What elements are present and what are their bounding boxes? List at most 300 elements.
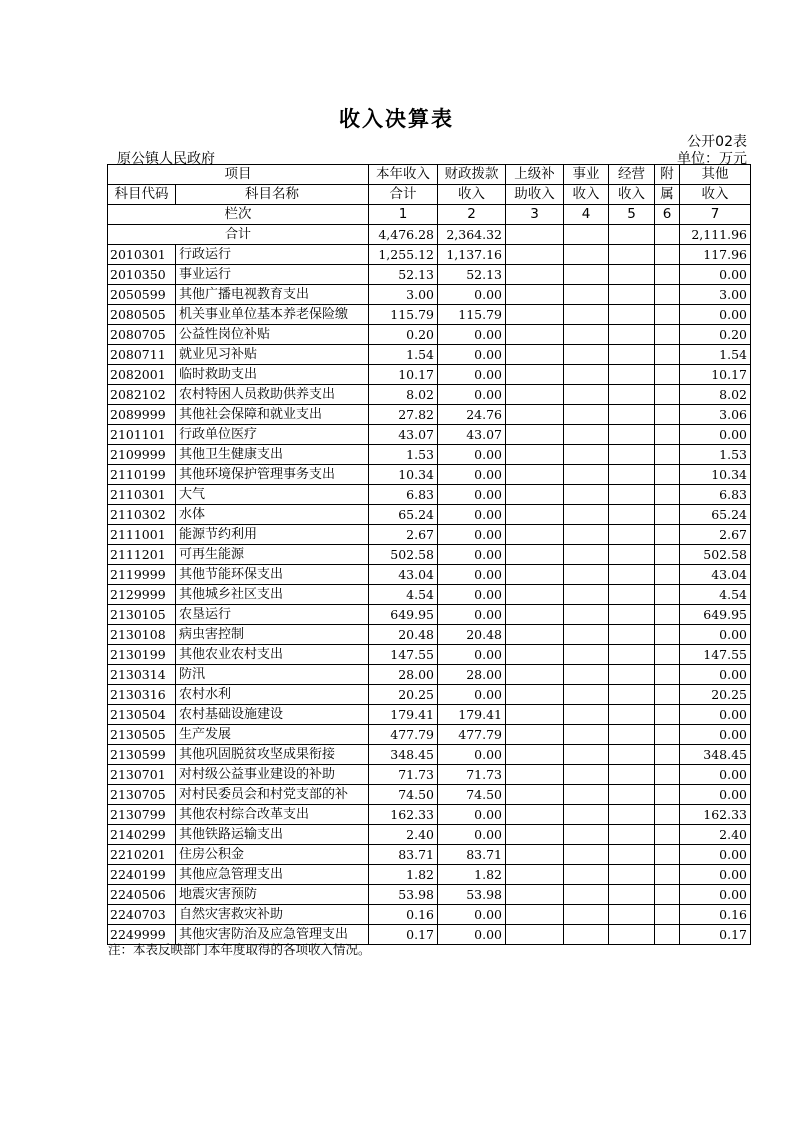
row-name: 地震灾害预防 [176,885,369,905]
row-name: 其他灾害防治及应急管理支出 [176,925,369,945]
row-name: 就业见习补贴 [176,345,369,365]
row-biz [564,385,609,405]
total-other: 2,111.96 [680,225,751,245]
row-biz [564,505,609,525]
row-name: 行政单位医疗 [176,425,369,445]
total-sup [506,225,564,245]
row-sup [506,285,564,305]
row-other: 65.24 [680,505,751,525]
row-aff [655,725,680,745]
row-total: 52.13 [369,265,438,285]
row-biz [564,405,609,425]
table-row [108,865,751,885]
row-sup [506,825,564,845]
row-fiscal: 0.00 [438,545,506,565]
row-total: 1.82 [369,865,438,885]
row-aff [655,925,680,945]
row-sup [506,665,564,685]
row-other: 0.20 [680,325,751,345]
row-biz [564,245,609,265]
row-biz [564,805,609,825]
row-code: 2111001 [108,525,176,545]
row-code: 2130504 [108,705,176,725]
row-other: 2.40 [680,825,751,845]
header-item: 项目 [108,165,369,185]
row-fiscal: 0.00 [438,925,506,945]
row-aff [655,265,680,285]
form-number: 公开02表 [687,134,747,150]
row-aff [655,905,680,925]
row-aff [655,565,680,585]
row-code: 2129999 [108,585,176,605]
table-row [108,525,751,545]
header-sup-l2: 助收入 [506,185,564,205]
row-total: 74.50 [369,785,438,805]
row-fiscal: 1.82 [438,865,506,885]
row-name: 农村水利 [176,685,369,705]
row-other: 0.16 [680,905,751,925]
row-total: 348.45 [369,745,438,765]
column-number-6: 6 [655,205,680,225]
row-code: 2130105 [108,605,176,625]
row-biz [564,665,609,685]
row-name: 其他城乡社区支出 [176,585,369,605]
row-code: 2119999 [108,565,176,585]
table-row [108,905,751,925]
row-name: 能源节约利用 [176,525,369,545]
total-aff [655,225,680,245]
row-other: 43.04 [680,565,751,585]
row-op [609,665,655,685]
row-aff [655,505,680,525]
row-name: 其他铁路运输支出 [176,825,369,845]
row-sup [506,865,564,885]
table-row [108,305,751,325]
row-total: 147.55 [369,645,438,665]
row-biz [564,345,609,365]
row-code: 2110199 [108,465,176,485]
income-table [107,164,751,945]
row-biz [564,785,609,805]
row-total: 0.17 [369,925,438,945]
row-name: 其他社会保障和就业支出 [176,405,369,425]
row-op [609,905,655,925]
row-code: 2082102 [108,385,176,405]
row-biz [564,725,609,745]
table-row [108,845,751,865]
row-fiscal: 0.00 [438,465,506,485]
row-op [609,585,655,605]
row-biz [564,585,609,605]
row-biz [564,325,609,345]
table-row [108,685,751,705]
row-fiscal: 0.00 [438,365,506,385]
row-aff [655,865,680,885]
row-other: 0.17 [680,925,751,945]
table-row [108,725,751,745]
row-name: 病虫害控制 [176,625,369,645]
row-op [609,485,655,505]
row-total: 0.16 [369,905,438,925]
row-other: 348.45 [680,745,751,765]
row-name: 农垦运行 [176,605,369,625]
row-aff [655,585,680,605]
row-name: 其他广播电视教育支出 [176,285,369,305]
row-biz [564,685,609,705]
row-fiscal: 20.48 [438,625,506,645]
row-code: 2130701 [108,765,176,785]
column-number-7: 7 [680,205,751,225]
row-sup [506,525,564,545]
row-fiscal: 0.00 [438,345,506,365]
row-biz [564,265,609,285]
row-other: 0.00 [680,265,751,285]
row-biz [564,645,609,665]
row-sup [506,885,564,905]
row-total: 162.33 [369,805,438,825]
row-code: 2080505 [108,305,176,325]
table-row [108,265,751,285]
row-aff [655,665,680,685]
row-name: 其他农业农村支出 [176,645,369,665]
row-total: 71.73 [369,765,438,785]
row-code: 2110301 [108,485,176,505]
row-aff [655,245,680,265]
row-other: 0.00 [680,785,751,805]
table-body [108,245,751,945]
row-biz [564,925,609,945]
row-biz [564,285,609,305]
table-row [108,785,751,805]
row-code: 2240199 [108,865,176,885]
row-other: 10.34 [680,465,751,485]
table-row [108,885,751,905]
header-row-2 [108,185,751,205]
table-row [108,745,751,765]
table-row [108,445,751,465]
row-fiscal: 0.00 [438,585,506,605]
table-row [108,665,751,685]
row-fiscal: 0.00 [438,525,506,545]
row-name: 可再生能源 [176,545,369,565]
row-code: 2010350 [108,265,176,285]
row-fiscal: 0.00 [438,505,506,525]
row-code: 2101101 [108,425,176,445]
row-name: 机关事业单位基本养老保险缴 [176,305,369,325]
table-row [108,585,751,605]
row-biz [564,605,609,625]
table-row [108,385,751,405]
table-row [108,325,751,345]
header-aff-l2: 属 [655,185,680,205]
row-total: 8.02 [369,385,438,405]
row-fiscal: 115.79 [438,305,506,325]
row-biz [564,825,609,845]
total-biz [564,225,609,245]
row-name: 对村民委员会和村党支部的补 [176,785,369,805]
header-fiscal-l1: 财政拨款 [438,165,506,185]
row-aff [655,285,680,305]
row-name: 临时救助支出 [176,365,369,385]
row-sup [506,345,564,365]
row-op [609,785,655,805]
row-total: 2.40 [369,825,438,845]
row-other: 117.96 [680,245,751,265]
row-aff [655,405,680,425]
row-code: 2240506 [108,885,176,905]
row-op [609,425,655,445]
row-total: 20.25 [369,685,438,705]
row-fiscal: 0.00 [438,325,506,345]
row-biz [564,365,609,385]
row-sup [506,325,564,345]
row-sup [506,585,564,605]
row-fiscal: 24.76 [438,405,506,425]
row-name: 其他巩固脱贫攻坚成果衔接 [176,745,369,765]
row-total: 43.07 [369,425,438,445]
row-other: 502.58 [680,545,751,565]
row-total: 20.48 [369,625,438,645]
row-op [609,465,655,485]
row-other: 3.06 [680,405,751,425]
row-total: 477.79 [369,725,438,745]
row-code: 2130316 [108,685,176,705]
row-op [609,645,655,665]
total-sum: 4,476.28 [369,225,438,245]
header-biz-l1: 事业 [564,165,609,185]
row-biz [564,625,609,645]
row-fiscal: 83.71 [438,845,506,865]
row-aff [655,845,680,865]
row-aff [655,605,680,625]
row-other: 0.00 [680,305,751,325]
row-fiscal: 0.00 [438,905,506,925]
row-sup [506,425,564,445]
row-name: 其他环境保护管理事务支出 [176,465,369,485]
row-name: 农村特困人员救助供养支出 [176,385,369,405]
row-code: 2210201 [108,845,176,865]
row-fiscal: 71.73 [438,765,506,785]
row-code: 2110302 [108,505,176,525]
row-code: 2109999 [108,445,176,465]
row-op [609,385,655,405]
row-aff [655,765,680,785]
unit-label: 单位：万元 [677,151,747,167]
table-row [108,565,751,585]
row-code: 2140299 [108,825,176,845]
row-code: 2080711 [108,345,176,365]
row-sup [506,845,564,865]
row-sup [506,305,564,325]
row-op [609,765,655,785]
row-op [609,365,655,385]
row-other: 0.00 [680,425,751,445]
row-code: 2010301 [108,245,176,265]
row-op [609,445,655,465]
table-row [108,245,751,265]
row-biz [564,905,609,925]
row-sup [506,485,564,505]
row-name: 公益性岗位补贴 [176,325,369,345]
row-name: 生产发展 [176,725,369,745]
row-code: 2050599 [108,285,176,305]
column-number-1: 1 [369,205,438,225]
row-sup [506,465,564,485]
row-fiscal: 43.07 [438,425,506,445]
total-fiscal: 2,364.32 [438,225,506,245]
row-op [609,845,655,865]
row-biz [564,705,609,725]
row-total: 83.71 [369,845,438,865]
row-other: 0.00 [680,885,751,905]
row-total: 502.58 [369,545,438,565]
row-fiscal: 0.00 [438,745,506,765]
row-fiscal: 53.98 [438,885,506,905]
row-biz [564,425,609,445]
row-op [609,625,655,645]
row-sup [506,925,564,945]
row-fiscal: 0.00 [438,605,506,625]
row-sup [506,765,564,785]
row-fiscal: 0.00 [438,805,506,825]
row-op [609,825,655,845]
row-sup [506,245,564,265]
row-code: 2130199 [108,645,176,665]
row-sup [506,745,564,765]
row-biz [564,525,609,545]
row-fiscal: 0.00 [438,445,506,465]
row-other: 0.00 [680,765,751,785]
row-op [609,705,655,725]
table-row [108,645,751,665]
table-row [108,605,751,625]
row-sup [506,725,564,745]
row-other: 8.02 [680,385,751,405]
row-sup [506,905,564,925]
row-aff [655,465,680,485]
row-biz [564,465,609,485]
row-other: 4.54 [680,585,751,605]
row-op [609,565,655,585]
row-name: 水体 [176,505,369,525]
row-name: 其他农村综合改革支出 [176,805,369,825]
row-other: 0.00 [680,625,751,645]
table-row [108,825,751,845]
row-name: 自然灾害救灾补助 [176,905,369,925]
row-aff [655,705,680,725]
row-sup [506,645,564,665]
header-total-l1: 本年收入 [369,165,438,185]
table-row [108,365,751,385]
row-name: 其他卫生健康支出 [176,445,369,465]
row-biz [564,445,609,465]
total-op [609,225,655,245]
row-aff [655,485,680,505]
row-fiscal: 0.00 [438,685,506,705]
row-aff [655,425,680,445]
row-sup [506,265,564,285]
row-sup [506,785,564,805]
row-other: 3.00 [680,285,751,305]
table-row [108,765,751,785]
row-other: 0.00 [680,725,751,745]
row-other: 6.83 [680,485,751,505]
row-sup [506,805,564,825]
row-op [609,505,655,525]
column-number-4: 4 [564,205,609,225]
row-other: 10.17 [680,365,751,385]
header-row-1 [108,165,751,185]
row-sup [506,705,564,725]
row-total: 1,255.12 [369,245,438,265]
table-row [108,805,751,825]
row-other: 1.53 [680,445,751,465]
row-aff [655,305,680,325]
row-aff [655,625,680,645]
row-total: 179.41 [369,705,438,725]
row-other: 162.33 [680,805,751,825]
row-other: 0.00 [680,865,751,885]
row-code: 2089999 [108,405,176,425]
column-number-2: 2 [438,205,506,225]
row-other: 0.00 [680,665,751,685]
row-sup [506,405,564,425]
table-row [108,505,751,525]
row-fiscal: 0.00 [438,385,506,405]
column-number-3: 3 [506,205,564,225]
row-fiscal: 0.00 [438,285,506,305]
table-row [108,425,751,445]
header-op-l2: 收入 [609,185,655,205]
row-name: 事业运行 [176,265,369,285]
header-code: 科目代码 [108,185,176,205]
row-code: 2130314 [108,665,176,685]
row-code: 2249999 [108,925,176,945]
row-sup [506,685,564,705]
row-aff [655,525,680,545]
table-row [108,345,751,365]
row-op [609,345,655,365]
row-biz [564,745,609,765]
row-biz [564,545,609,565]
header-name: 科目名称 [176,185,369,205]
row-aff [655,745,680,765]
row-total: 0.20 [369,325,438,345]
row-code: 2130705 [108,785,176,805]
row-total: 4.54 [369,585,438,605]
row-code: 2080705 [108,325,176,345]
row-code: 2082001 [108,365,176,385]
row-name: 大气 [176,485,369,505]
row-other: 2.67 [680,525,751,545]
row-op [609,245,655,265]
row-op [609,885,655,905]
row-aff [655,385,680,405]
header-sup-l1: 上级补 [506,165,564,185]
row-aff [655,545,680,565]
row-name: 其他节能环保支出 [176,565,369,585]
row-total: 43.04 [369,565,438,585]
row-name: 其他应急管理支出 [176,865,369,885]
row-aff [655,825,680,845]
row-op [609,305,655,325]
row-fiscal: 179.41 [438,705,506,725]
row-fiscal: 0.00 [438,565,506,585]
row-aff [655,785,680,805]
row-total: 28.00 [369,665,438,685]
row-code: 2130599 [108,745,176,765]
row-code: 2130505 [108,725,176,745]
